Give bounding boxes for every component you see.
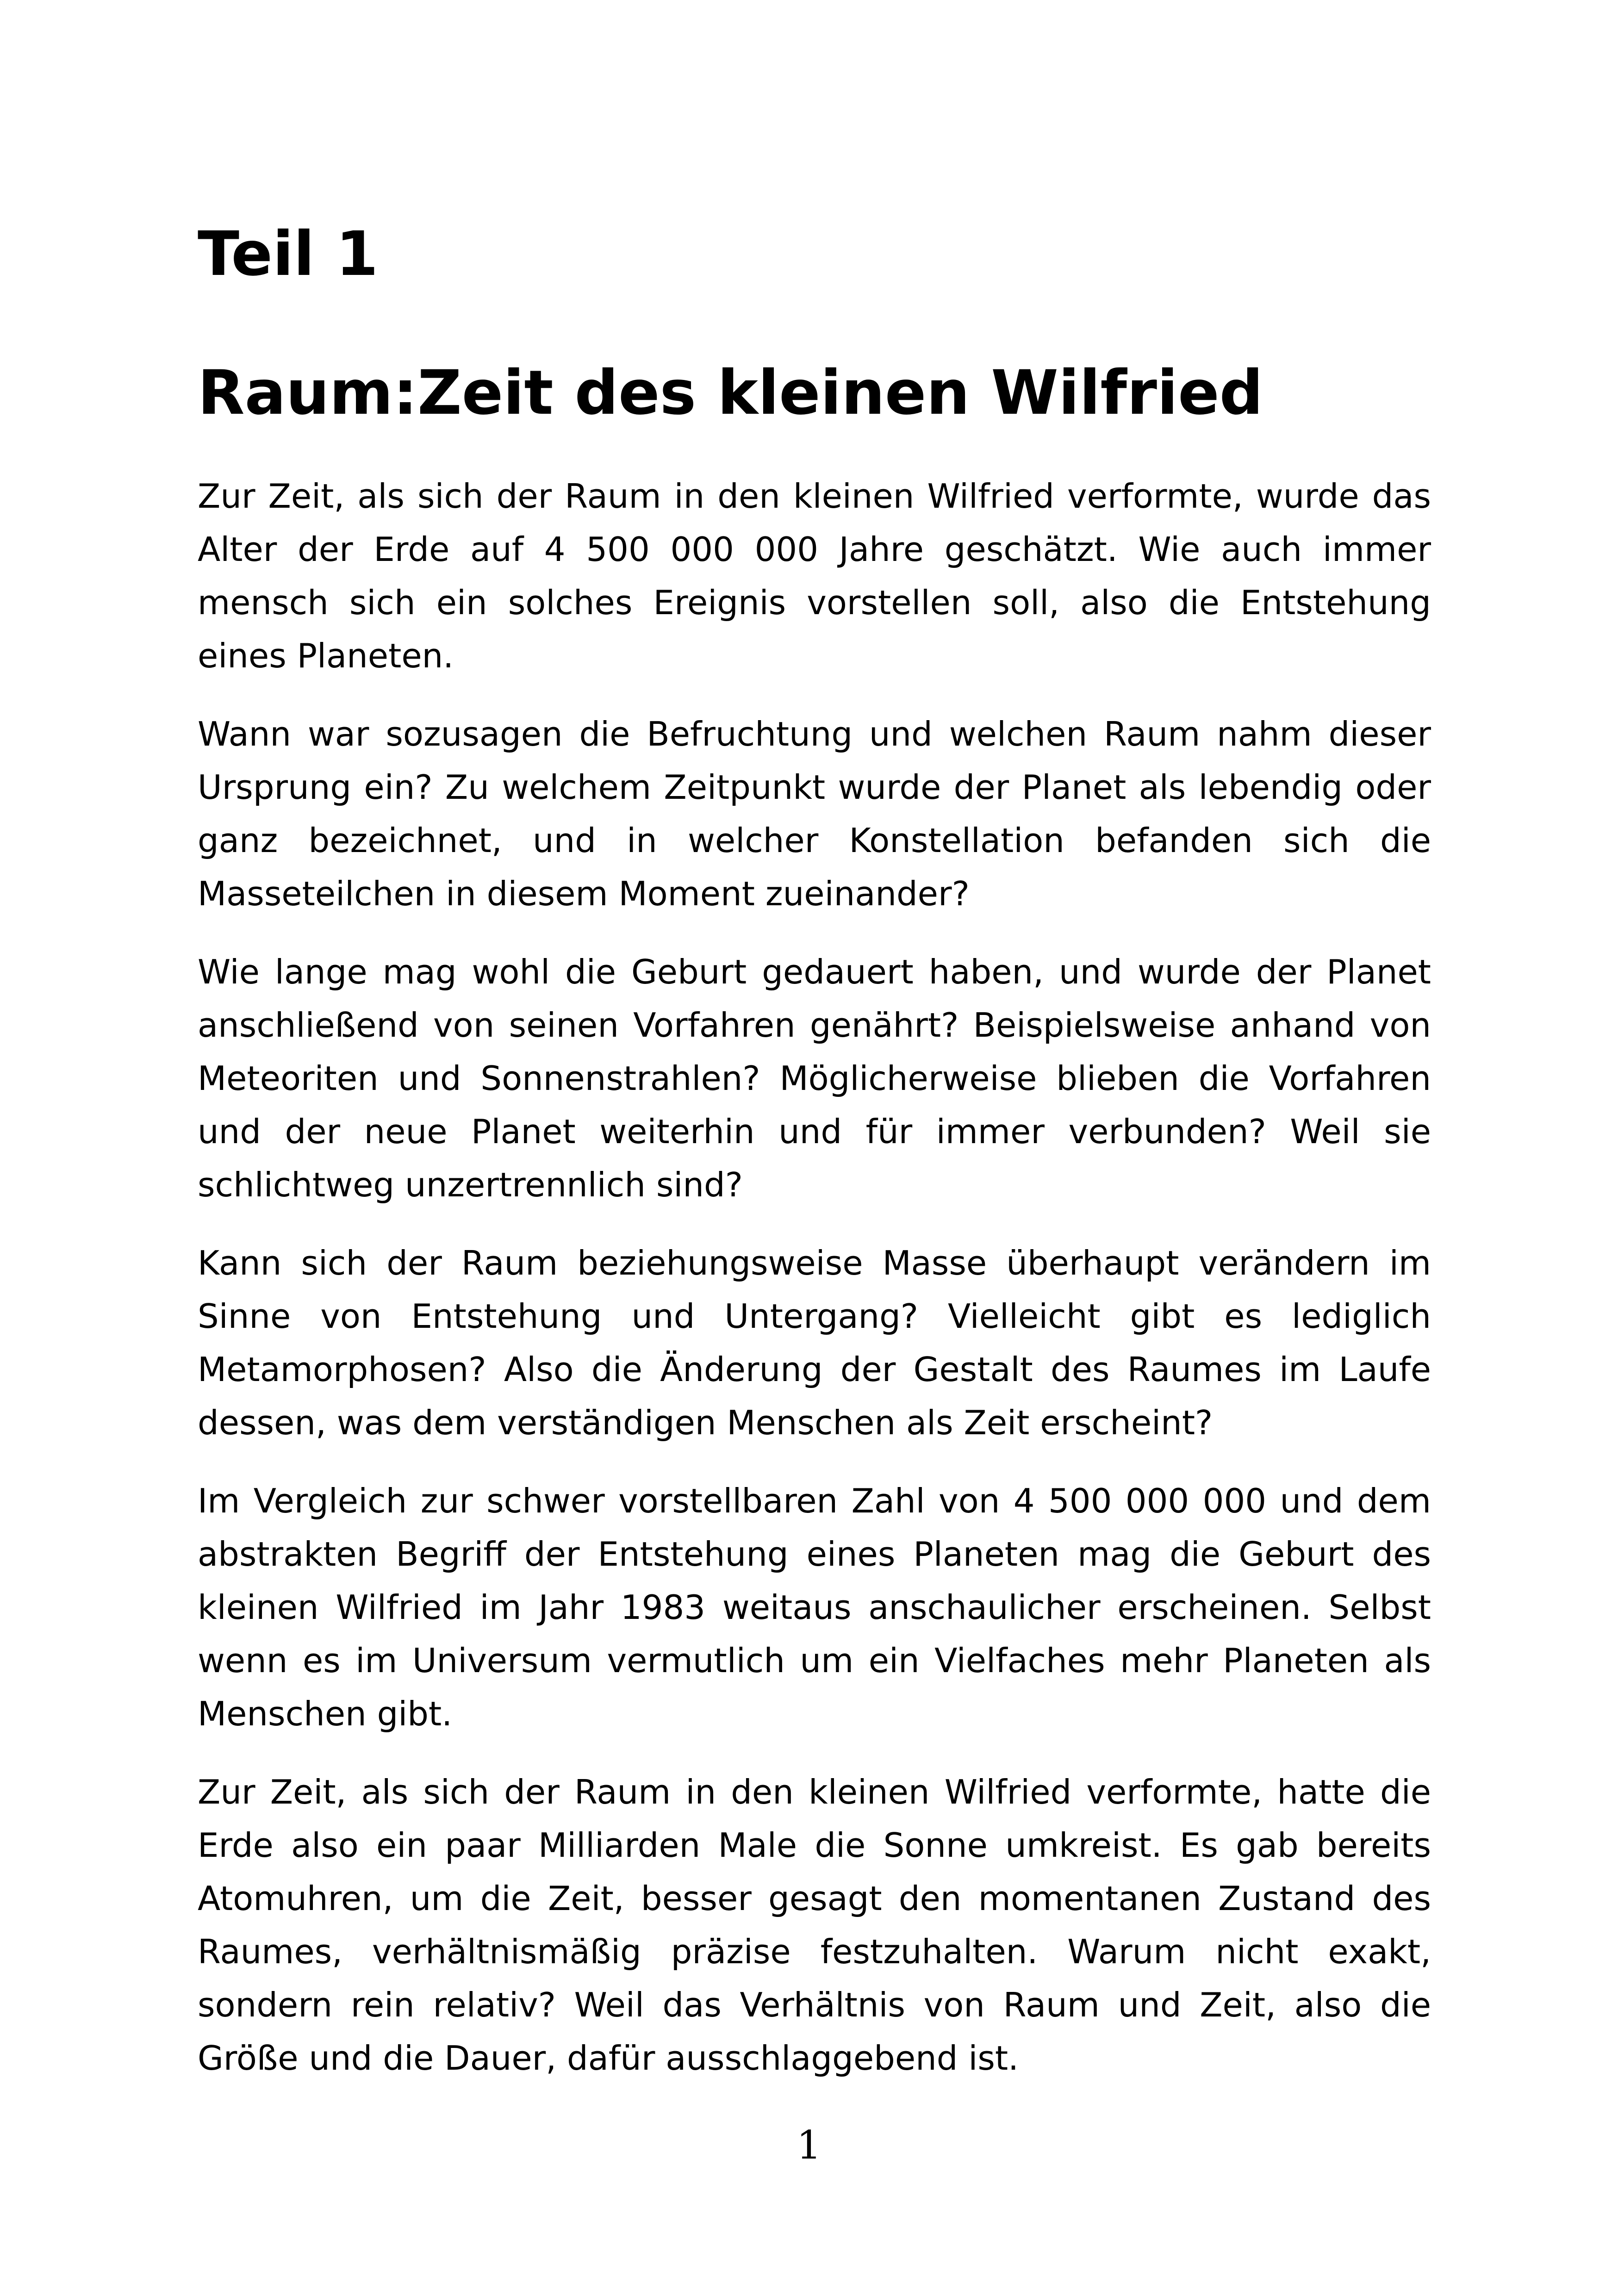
chapter-title: Raum:Zeit des kleinen Wilfried [198,357,1263,429]
paragraph: Im Vergleich zur schwer vorstellbaren Zahl von 4 500 000 000 und dem abstrakten Begriff der Entstehung eines Planeten mag die Geburt des kleinen Wilfried im Jahr 1983 weitaus anschaulicher erscheinen. Selbst wenn es im Universum vermutlich um ein Vielfaches mehr Planeten als Menschen gibt. [198,1481,1431,1733]
paragraph: Zur Zeit, als sich der Raum in den kleinen Wilfried verformte, hatte die Erde also ein paar Milliarden Male die Sonne umkreist. Es gab bereits Atomuhren, um die Zeit, besser gesagt den momentanen Zustand des Raumes, verhältnismäßig präzise festzuhalten. Warum nicht exakt, sondern rein relativ? Weil das Verhältnis von Raum und Zeit, also die Größe und die Dauer, dafür ausschlaggebend ist. [198,1773,1431,2078]
paragraph: Zur Zeit, als sich der Raum in den kleinen Wilfried verformte, wurde das Alter der Erde auf 4 500 000 000 Jahre geschätzt. Wie auch immer mensch sich ein solches Ereignis vorstellen soll, also die Entstehung eines Planeten. [198,477,1431,675]
paragraph: Wann war sozusagen die Befruchtung und welchen Raum nahm dieser Ursprung ein? Zu welchem Zeitpunkt wurde der Planet als lebendig oder ganz bezeichnet, und in welcher Konstellation befanden sich die Masseteilchen in diesem Moment zueinander? [198,715,1431,913]
part-title: Teil 1 [198,218,379,290]
page-number: 1 [797,2122,821,2168]
body-text [198,470,1431,2110]
paragraph: Wie lange mag wohl die Geburt gedauert haben, und wurde der Planet anschließend von seinen Vorfahren genährt? Beispielsweise anhand von Meteoriten und Sonnenstrahlen? Möglicherweise blieben die Vorfahren und der neue Planet weiterhin und für immer verbunden? Weil sie schlichtweg unzertrennlich sind? [198,952,1431,1204]
paragraph: Kann sich der Raum beziehungsweise Masse überhaupt verändern im Sinne von Entstehung und Untergang? Vielleicht gibt es lediglich Metamorphosen? Also die Änderung der Gestalt des Raumes im Laufe dessen, was dem verständigen Menschen als Zeit erscheint? [198,1244,1431,1442]
